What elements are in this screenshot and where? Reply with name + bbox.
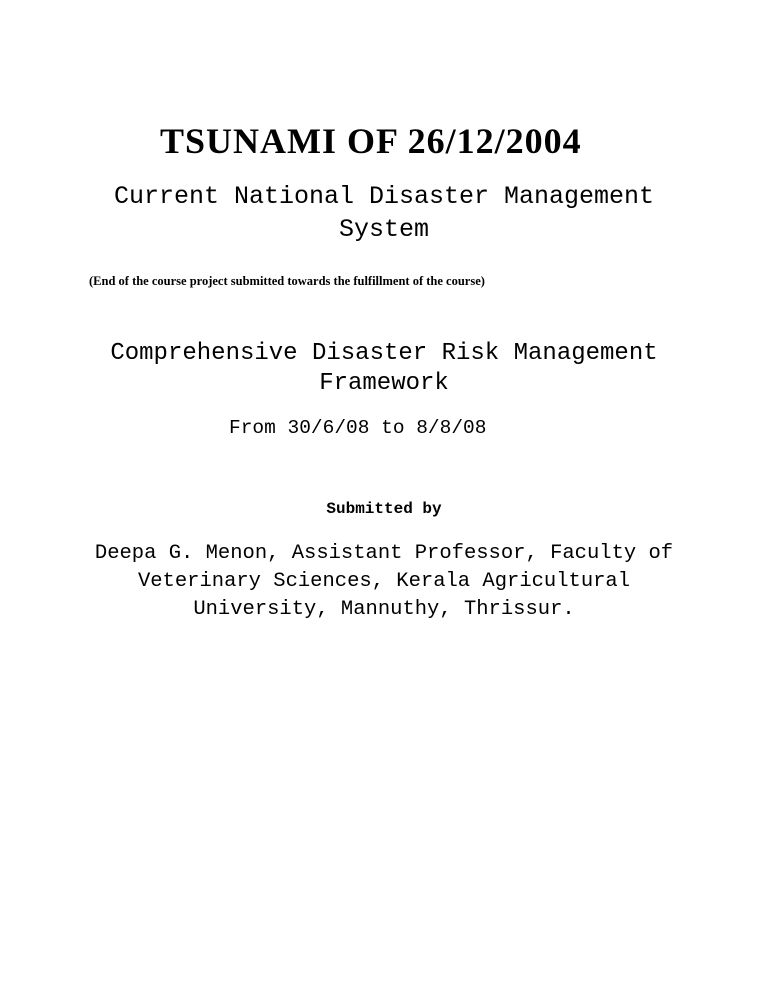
subtitle-line-1: Current National Disaster Management	[113, 182, 655, 211]
course-note: (End of the course project submitted towards the fulfillment of the course)	[89, 274, 485, 288]
submitted-by-label: Submitted by	[326, 500, 442, 518]
page-title: TSUNAMI OF 26/12/2004	[160, 121, 582, 161]
course-dates: From 30/6/08 to 8/8/08	[229, 417, 487, 439]
author-line-1: Deepa G. Menon, Assistant Professor, Faculty of	[94, 542, 674, 565]
framework-line-1: Comprehensive Disaster Risk Management	[110, 340, 658, 367]
author-line-2: Veterinary Sciences, Kerala Agricultural	[137, 570, 631, 593]
author-line-3: University, Mannuthy, Thrissur.	[193, 598, 575, 621]
framework-line-2: Framework	[319, 370, 449, 397]
subtitle-line-2: System	[338, 215, 429, 244]
